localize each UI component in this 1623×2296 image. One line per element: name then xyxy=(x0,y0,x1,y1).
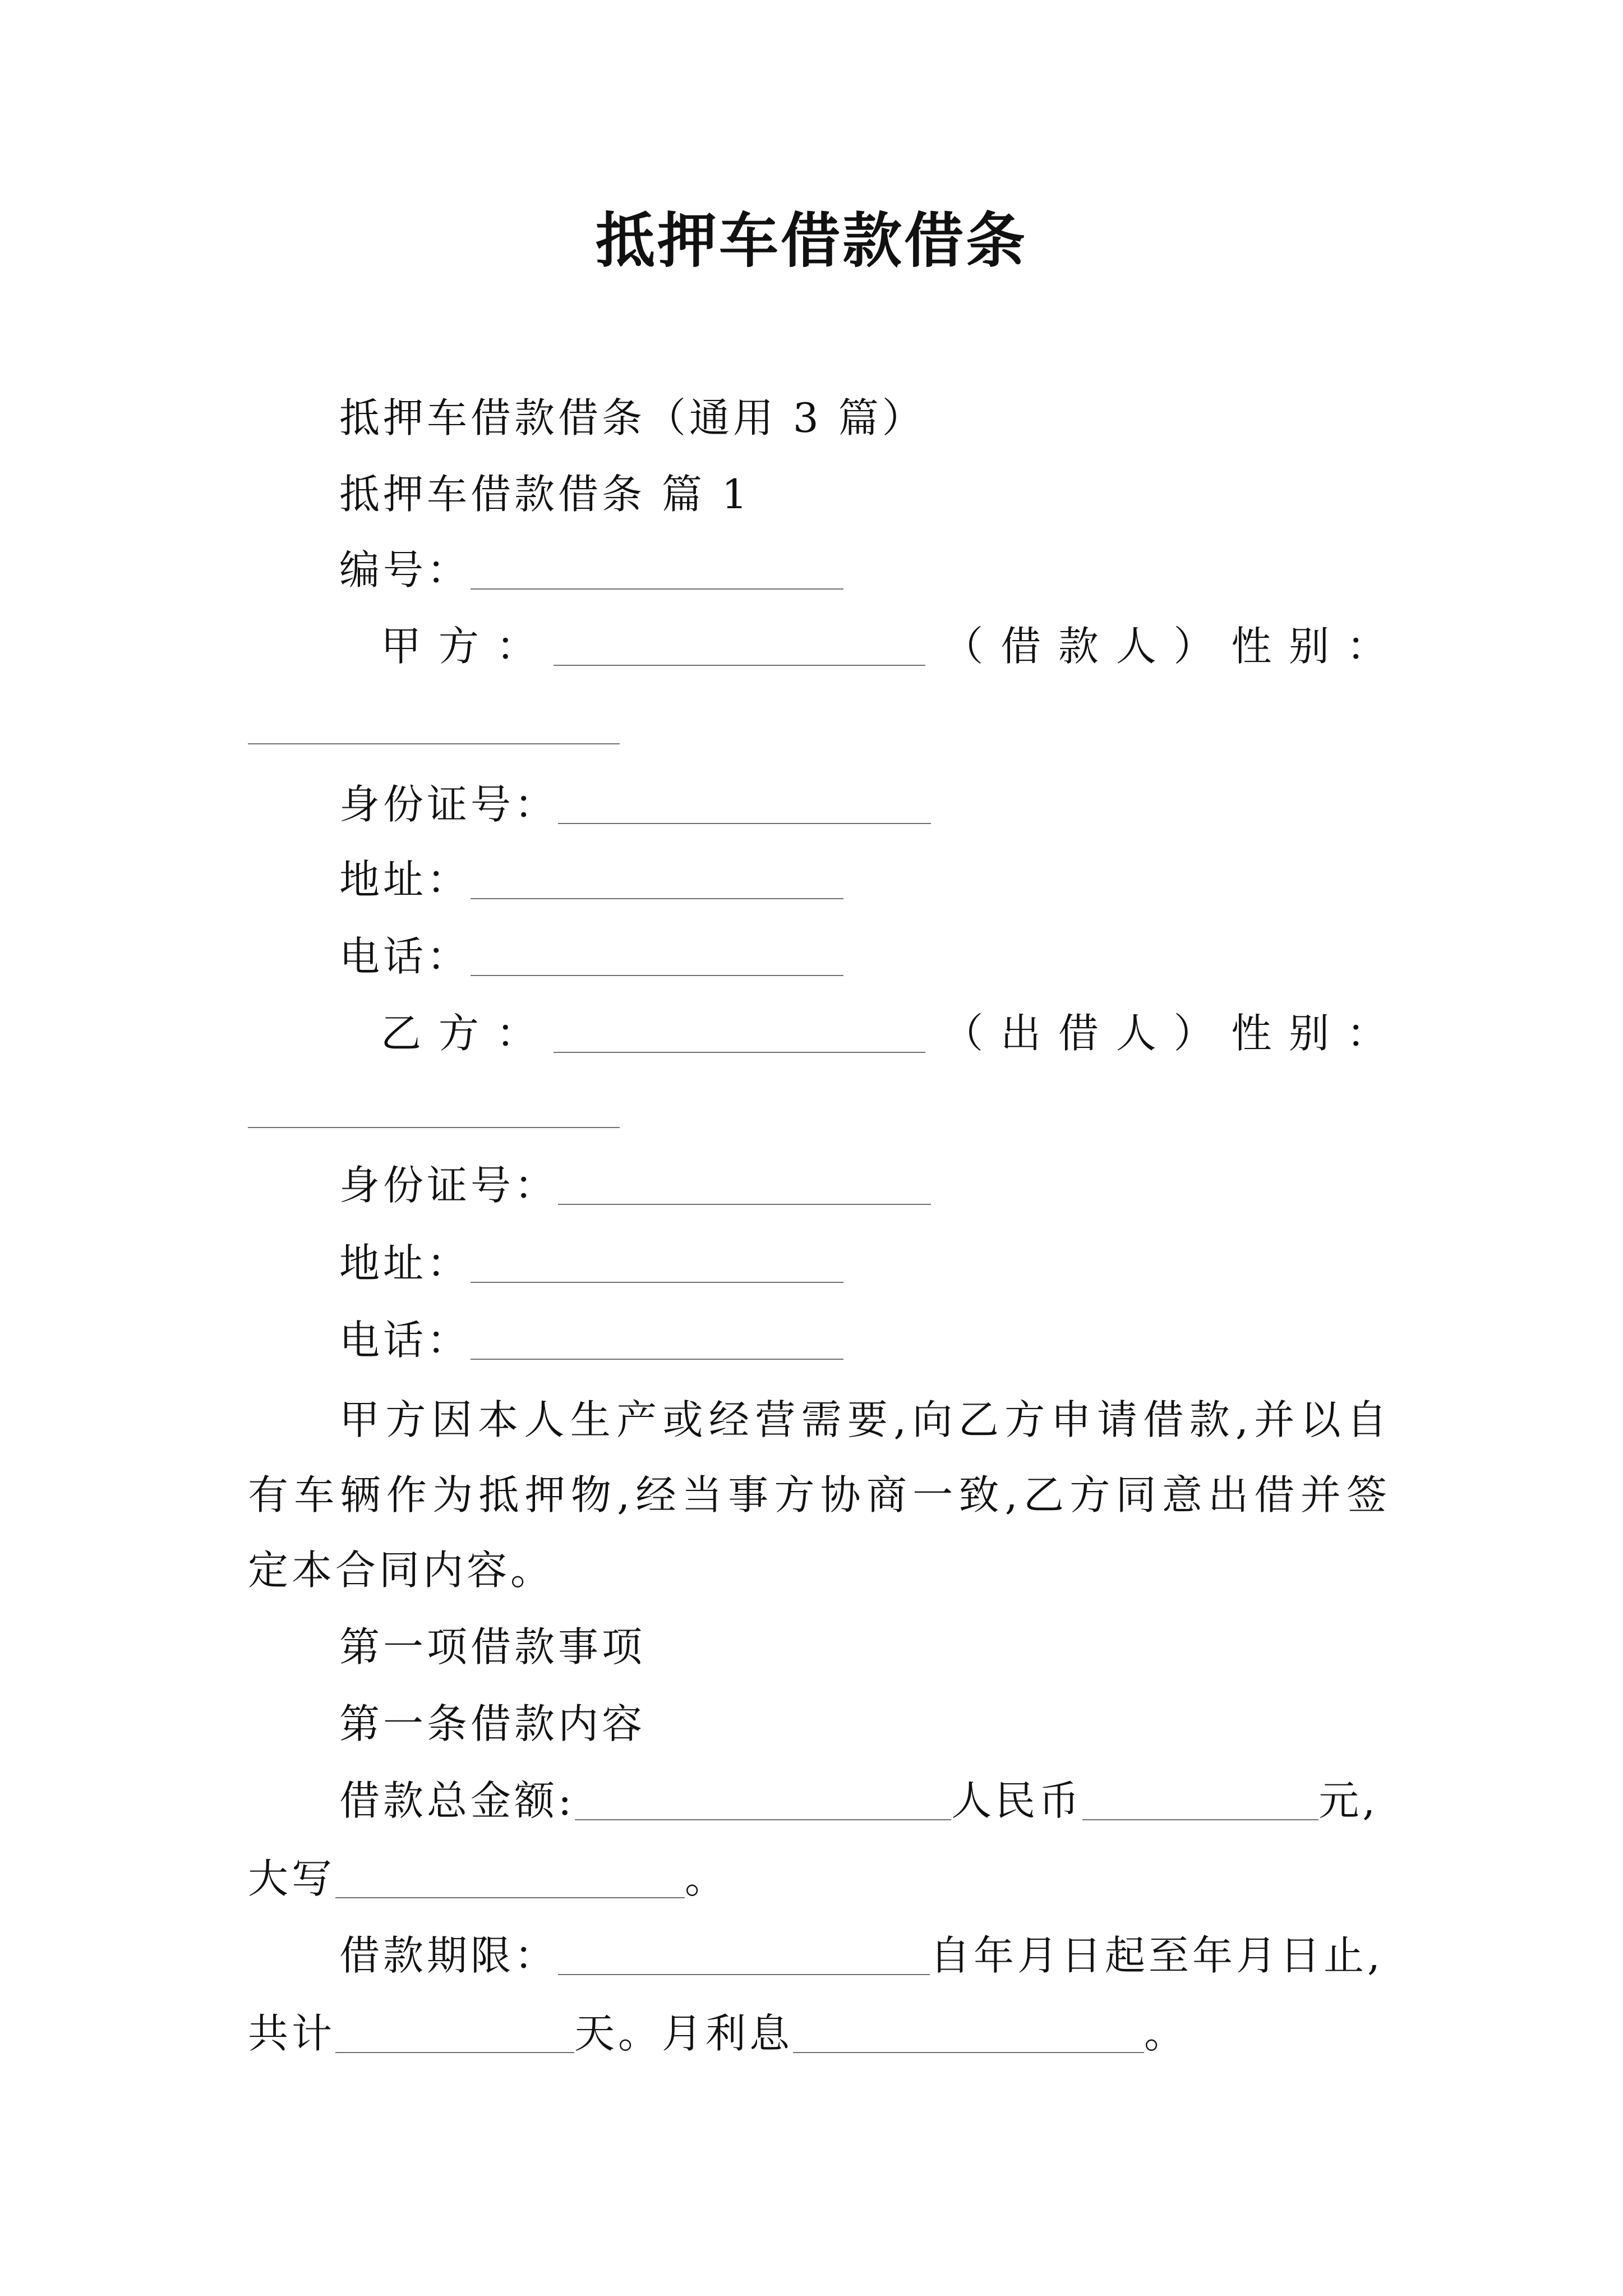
loan-term-dates: 自年月日起至年月日止, xyxy=(930,1932,1384,1979)
borrower-phone-blank xyxy=(471,974,843,976)
part-heading: 抵押车借款借条 篇 1 xyxy=(339,471,751,518)
capital-amount-label: 大写 xyxy=(248,1855,336,1902)
total-days-interest-line xyxy=(248,2005,1188,2062)
borrower-phone-line xyxy=(339,928,843,984)
borrower-phone-label: 电话： xyxy=(339,933,471,980)
borrower-role-gender-label: （借款人）性别： xyxy=(925,623,1387,670)
lender-address-blank xyxy=(471,1281,843,1283)
subtitle: 抵押车借款借条（通用 3 篇） xyxy=(339,394,926,441)
borrower-address-blank xyxy=(471,898,843,899)
borrower-gender-blank xyxy=(248,743,620,744)
days-interest-label: 天。月利息 xyxy=(574,2010,794,2057)
borrower-id-line xyxy=(339,776,931,832)
serial-number-label: 编号： xyxy=(339,546,471,593)
loan-amount-label: 借款总金额: xyxy=(339,1777,575,1824)
lender-id-line xyxy=(339,1157,931,1213)
borrower-id-label: 身份证号： xyxy=(339,781,559,828)
capital-amount-end: 。 xyxy=(685,1855,729,1902)
lender-phone-line xyxy=(339,1312,843,1368)
borrower-name-blank xyxy=(554,664,925,666)
lender-phone-label: 电话： xyxy=(339,1317,471,1364)
section-heading: 第一项借款事项 xyxy=(339,1623,646,1671)
borrower-address-label: 地址： xyxy=(339,856,471,903)
lender-id-blank xyxy=(558,1203,931,1205)
loan-term-line xyxy=(339,1927,1384,1984)
lender-gender-blank xyxy=(248,1126,620,1128)
lender-address-label: 地址： xyxy=(339,1240,471,1287)
borrower-party-label: 甲方： xyxy=(381,623,554,670)
lender-party-line xyxy=(381,1005,1387,1061)
borrower-gender-line xyxy=(248,697,620,753)
capital-amount-blank xyxy=(335,1897,685,1898)
serial-number-blank xyxy=(471,588,843,590)
currency-label: 人民币 xyxy=(951,1777,1083,1824)
yuan-amount-blank xyxy=(1082,1819,1318,1820)
preamble-line: 甲方因本人生产或经营需要,向乙方申请借款,并以自 xyxy=(339,1396,1387,1443)
lender-role-gender-label: （出借人）性别： xyxy=(925,1010,1387,1057)
interest-end: 。 xyxy=(1144,2010,1188,2057)
total-days-blank xyxy=(335,2051,574,2053)
lender-name-blank xyxy=(554,1051,925,1053)
lender-gender-line xyxy=(248,1080,620,1137)
borrower-address-line xyxy=(339,852,843,908)
total-days-label: 共计 xyxy=(248,2010,336,2057)
lender-party-label: 乙方： xyxy=(381,1010,554,1057)
borrower-id-blank xyxy=(558,822,931,824)
loan-term-blank xyxy=(558,1973,930,1975)
serial-number-line xyxy=(339,542,843,598)
preamble-line: 定本合同内容。 xyxy=(248,1547,555,1594)
borrower-party-line xyxy=(381,618,1387,674)
monthly-interest-blank xyxy=(793,2051,1144,2053)
lender-phone-blank xyxy=(471,1358,843,1360)
capital-amount-line xyxy=(248,1851,728,1907)
clause-heading: 第一条借款内容 xyxy=(339,1700,646,1747)
loan-amount-blank xyxy=(575,1819,951,1820)
preamble-line: 有车辆作为抵押物,经当事方协商一致,乙方同意出借并签 xyxy=(248,1471,1387,1519)
yuan-label: 元, xyxy=(1318,1777,1379,1824)
loan-term-label: 借款期限： xyxy=(339,1932,559,1979)
document-title: 抵押车借款借条 xyxy=(596,205,1027,275)
lender-id-label: 身份证号： xyxy=(339,1162,559,1209)
lender-address-line xyxy=(339,1235,843,1291)
loan-amount-line xyxy=(339,1773,1378,1829)
